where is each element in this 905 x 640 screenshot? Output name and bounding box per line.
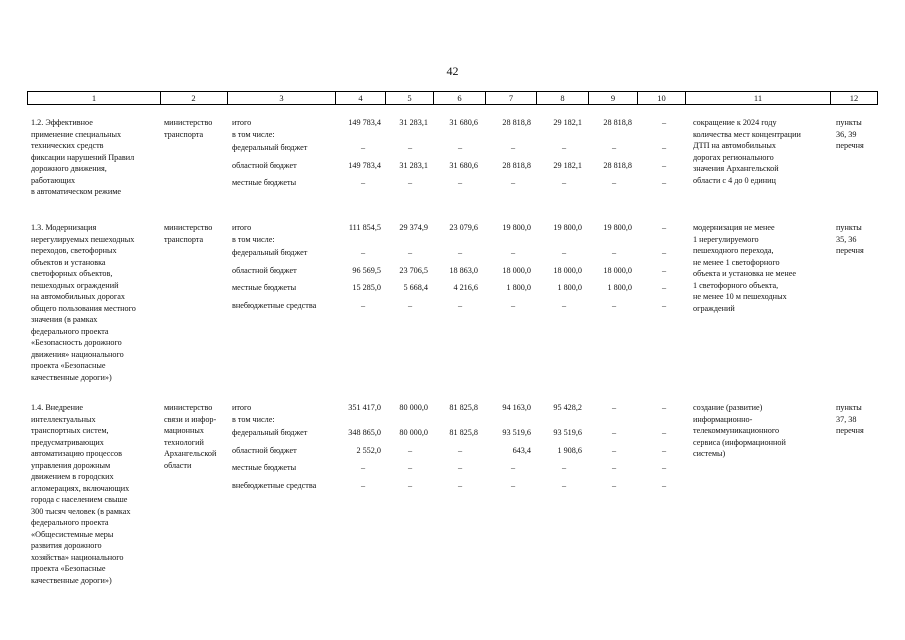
activity-text: «Безопасность дорожного xyxy=(31,338,122,347)
header-col-label: 8 xyxy=(560,93,565,103)
activity-text: светофорных объектов, xyxy=(31,269,113,278)
funding-value: – xyxy=(661,160,667,170)
funding-value: – xyxy=(360,480,366,490)
funding-value: 1 800,0 xyxy=(506,283,531,292)
funding-value: – xyxy=(407,300,413,310)
activity-text: значения (в рамках xyxy=(31,315,98,324)
header-col-10 xyxy=(638,91,686,105)
funding-value: 23 079,6 xyxy=(449,223,478,232)
funding-source-sublabel: в том числе: xyxy=(232,414,275,424)
funding-value: 31 283,1 xyxy=(399,118,428,127)
funding-value: – xyxy=(457,248,463,257)
result-text: системы) xyxy=(693,449,726,458)
funding-value: – xyxy=(510,463,516,472)
executor-text: транспорта xyxy=(164,129,204,139)
funding-value: – xyxy=(611,445,617,455)
header-col-label: 1 xyxy=(91,93,97,103)
activity-text: движения» национального xyxy=(31,349,124,359)
items-ref-text: пункты xyxy=(836,223,862,232)
funding-value: 28 818,8 xyxy=(502,118,531,127)
funding-value: – xyxy=(611,463,617,472)
result-text: дорогах регионального xyxy=(693,152,774,162)
activity-text: применение специальных xyxy=(31,129,122,139)
executor-text: мационных xyxy=(164,426,204,435)
header-col-4 xyxy=(336,91,386,105)
result-text: количества мест концентрации xyxy=(693,129,801,139)
funding-source-label: итого xyxy=(232,118,252,127)
funding-value: – xyxy=(407,463,413,472)
funding-value: – xyxy=(407,248,413,257)
activity-text: 1.3. Модернизация xyxy=(31,223,97,232)
funding-value: – xyxy=(561,300,567,310)
activity-text: фиксации нарушений Правил xyxy=(31,152,135,162)
executor-text: транспорта xyxy=(164,234,204,244)
activity-text: автоматизацию процессов xyxy=(31,449,123,458)
funding-value: 1 908,6 xyxy=(557,445,582,455)
executor-text: технологий xyxy=(164,437,204,447)
header-col-1 xyxy=(27,91,161,105)
funding-value: – xyxy=(561,143,567,152)
funding-value: 19 800,0 xyxy=(502,223,531,232)
funding-source-label: федеральный бюджет xyxy=(232,248,308,257)
funding-value: – xyxy=(510,300,516,310)
funding-value: – xyxy=(561,248,567,257)
activity-text: «Общесистемные меры xyxy=(31,529,114,539)
funding-source-label: областной бюджет xyxy=(232,445,297,455)
funding-value: 31 283,1 xyxy=(399,160,428,170)
funding-value: 18 000,0 xyxy=(502,265,531,275)
activity-text: интеллектуальных xyxy=(31,414,96,424)
funding-value: 93 519,6 xyxy=(502,428,531,437)
result-text: сокращение к 2024 году xyxy=(693,118,777,127)
activity-text: пешеходных ограждений xyxy=(31,280,119,290)
items-ref-text: 36, 39 xyxy=(836,129,857,139)
executor-text: Архангельской xyxy=(164,449,217,458)
funding-value: – xyxy=(360,178,366,187)
executor-text: министерство xyxy=(164,403,213,412)
funding-value: 29 182,1 xyxy=(553,160,582,170)
items-ref-text: пункты xyxy=(836,118,862,127)
funding-value: – xyxy=(457,300,463,310)
items-ref-text: пункты xyxy=(836,403,862,412)
items-ref-text: 37, 38 xyxy=(836,414,857,424)
funding-source-sublabel: в том числе: xyxy=(232,129,275,139)
result-text: сервиса (информационной xyxy=(693,437,786,447)
funding-value: – xyxy=(661,283,667,292)
activity-text: работающих xyxy=(31,175,76,185)
activity-text: переходов, светофорных xyxy=(31,246,117,255)
funding-value: – xyxy=(661,265,667,275)
funding-source-label: местные бюджеты xyxy=(232,283,297,292)
activity-text: развития дорожного xyxy=(31,541,102,550)
header-col-label: 2 xyxy=(191,93,196,103)
activity-text: проекта «Безопасные xyxy=(31,564,106,573)
header-col-label: 5 xyxy=(407,93,412,103)
activity-text: агломерациях, включающих xyxy=(31,483,130,493)
funding-value: – xyxy=(661,463,667,472)
funding-value: 31 680,6 xyxy=(449,118,478,127)
funding-value: 348 865,0 xyxy=(348,428,381,437)
funding-value: 15 285,0 xyxy=(352,283,381,292)
activity-text: движением в городских xyxy=(31,472,114,481)
result-text: телекоммуникационного xyxy=(693,426,780,435)
funding-value: – xyxy=(611,300,617,310)
funding-value: – xyxy=(661,445,667,455)
funding-value: 19 800,0 xyxy=(553,223,582,232)
result-text: модернизация не менее xyxy=(693,223,775,232)
header-col-11 xyxy=(686,91,831,105)
activity-text: федерального проекта xyxy=(31,518,109,527)
funding-value: 1 800,0 xyxy=(607,283,632,292)
header-col-7 xyxy=(486,91,537,105)
funding-value: 351 417,0 xyxy=(348,403,381,412)
funding-value: – xyxy=(661,248,667,257)
funding-value: 80 000,0 xyxy=(399,403,428,412)
funding-value: 23 706,5 xyxy=(399,265,428,275)
funding-value: 149 783,4 xyxy=(348,160,381,170)
header-col-label: 10 xyxy=(657,93,666,103)
funding-value: – xyxy=(611,480,617,490)
funding-value: 18 000,0 xyxy=(553,265,582,275)
activity-text: технических средств xyxy=(31,141,104,150)
header-col-8 xyxy=(537,91,589,105)
funding-value: – xyxy=(661,223,667,232)
funding-value: 643,4 xyxy=(512,445,531,455)
result-text: информационно- xyxy=(693,414,753,424)
funding-value: – xyxy=(510,143,516,152)
funding-source-label: внебюджетные средства xyxy=(232,300,317,310)
activity-text: общего пользования местного xyxy=(31,303,136,313)
funding-value: – xyxy=(510,480,516,490)
activity-text: объектов и установка xyxy=(31,257,106,267)
page-number: 42 xyxy=(446,64,459,78)
activity-text: дорожного движения, xyxy=(31,164,107,173)
funding-value: – xyxy=(611,143,617,152)
funding-value: – xyxy=(457,463,463,472)
items-ref-text: перечня xyxy=(836,426,864,435)
funding-value: – xyxy=(510,178,516,187)
funding-value: 94 163,0 xyxy=(502,403,531,412)
funding-source-label: областной бюджет xyxy=(232,265,297,275)
header-col-label: 7 xyxy=(508,93,514,103)
activity-text: города с населением свыше xyxy=(31,495,128,504)
header-col-3 xyxy=(228,91,336,105)
funding-value: – xyxy=(611,178,617,187)
funding-source-label: внебюджетные средства xyxy=(232,480,317,490)
funding-value: 81 825,8 xyxy=(449,428,478,437)
header-col-12 xyxy=(831,91,878,105)
funding-source-label: местные бюджеты xyxy=(232,178,297,187)
funding-value: 93 519,6 xyxy=(553,428,582,437)
funding-value: 29 182,1 xyxy=(553,118,582,127)
header-col-label: 6 xyxy=(457,93,462,103)
funding-value: – xyxy=(457,445,463,455)
funding-value: – xyxy=(457,178,463,187)
funding-value: 18 863,0 xyxy=(449,265,478,275)
items-ref-text: перечня xyxy=(836,246,864,255)
funding-source-label: итого xyxy=(232,403,252,412)
activity-text: качественные дороги») xyxy=(31,575,112,585)
funding-source-sublabel: в том числе: xyxy=(232,234,275,244)
funding-value: 4 216,6 xyxy=(453,283,478,292)
funding-value: – xyxy=(611,428,617,437)
activity-text: предусматривающих xyxy=(31,437,104,447)
funding-value: – xyxy=(407,445,413,455)
funding-value: – xyxy=(407,143,413,152)
funding-value: 19 800,0 xyxy=(603,223,632,232)
activity-text: 1.2. Эффективное xyxy=(31,118,93,127)
funding-value: – xyxy=(661,178,667,187)
header-col-5 xyxy=(386,91,434,105)
funding-value: 96 569,5 xyxy=(352,265,381,275)
funding-source-label: областной бюджет xyxy=(232,160,297,170)
activity-text: в автоматическом режиме xyxy=(31,187,122,196)
items-ref-text: 35, 36 xyxy=(836,234,857,244)
header-col-label: 9 xyxy=(610,93,616,103)
activity-text: 300 тысяч человек (в рамках xyxy=(31,506,131,516)
result-text: значения Архангельской xyxy=(693,164,779,173)
items-ref-text: перечня xyxy=(836,141,864,150)
funding-value: – xyxy=(360,300,366,310)
funding-value: – xyxy=(457,480,463,490)
funding-value: 28 818,8 xyxy=(603,160,632,170)
funding-value: – xyxy=(611,248,617,257)
funding-value: – xyxy=(561,480,567,490)
header-col-9 xyxy=(589,91,638,105)
funding-value: – xyxy=(360,143,366,152)
activity-text: транспортных систем, xyxy=(31,426,109,435)
funding-value: – xyxy=(360,248,366,257)
funding-value: 80 000,0 xyxy=(399,428,428,437)
result-text: не менее 10 м пешеходных xyxy=(693,292,787,301)
activity-text: нерегулируемых пешеходных xyxy=(31,234,135,244)
funding-value: – xyxy=(457,143,463,152)
result-text: 1 светофорного объекта, xyxy=(693,280,779,290)
funding-value: 1 800,0 xyxy=(557,283,582,292)
funding-value: 28 818,8 xyxy=(502,160,531,170)
funding-value: 18 000,0 xyxy=(603,265,632,275)
activity-text: проекта «Безопасные xyxy=(31,361,106,370)
result-text: 1 нерегулируемого xyxy=(693,234,759,244)
funding-value: – xyxy=(407,178,413,187)
activity-text: на автомобильных дорогах xyxy=(31,292,125,301)
header-col-label: 12 xyxy=(849,93,859,103)
funding-value: – xyxy=(661,428,667,437)
activity-text: хозяйства» национального xyxy=(31,552,124,562)
header-col-label: 11 xyxy=(753,93,763,103)
funding-source-label: федеральный бюджет xyxy=(232,428,308,437)
funding-value: – xyxy=(661,118,667,127)
executor-text: министерство xyxy=(164,118,213,127)
result-text: пешеходного перехода, xyxy=(693,246,774,255)
funding-value: – xyxy=(661,403,667,412)
funding-value: 149 783,4 xyxy=(348,118,381,127)
funding-source-label: местные бюджеты xyxy=(232,463,297,472)
result-text: создание (развитие) xyxy=(693,403,763,412)
funding-value: 29 374,9 xyxy=(399,223,428,232)
funding-value: 95 428,2 xyxy=(553,403,582,412)
funding-value: – xyxy=(661,480,667,490)
header-col-label: 3 xyxy=(279,93,284,103)
funding-value: 31 680,6 xyxy=(449,160,478,170)
header-col-6 xyxy=(434,91,486,105)
result-text: ДТП на автомобильных xyxy=(693,141,776,150)
header-col-label: 4 xyxy=(358,93,363,103)
result-text: ограждений xyxy=(693,303,735,313)
activity-text: качественные дороги») xyxy=(31,372,112,382)
funding-value: – xyxy=(661,300,667,310)
funding-value: 111 854,5 xyxy=(348,223,381,232)
result-text: области с 4 до 0 единиц xyxy=(693,175,776,185)
funding-value: – xyxy=(611,403,617,412)
activity-text: управления дорожным xyxy=(31,460,111,470)
funding-value: 28 818,8 xyxy=(603,118,632,127)
activity-text: федерального проекта xyxy=(31,326,109,336)
funding-value: 5 668,4 xyxy=(403,283,428,292)
activity-text: 1.4. Внедрение xyxy=(31,403,83,412)
funding-value: – xyxy=(561,463,567,472)
executor-text: министерство xyxy=(164,223,213,232)
funding-value: – xyxy=(561,178,567,187)
funding-value: – xyxy=(407,480,413,490)
executor-text: области xyxy=(164,460,192,470)
funding-value: – xyxy=(360,463,366,472)
header-col-2 xyxy=(160,91,228,105)
funding-value: – xyxy=(661,143,667,152)
funding-source-label: итого xyxy=(232,223,252,232)
funding-source-label: федеральный бюджет xyxy=(232,143,308,152)
funding-value: 2 552,0 xyxy=(356,445,381,455)
executor-text: связи и инфор- xyxy=(164,414,217,424)
result-text: не менее 1 светофорного xyxy=(693,257,780,267)
funding-value: 81 825,8 xyxy=(449,403,478,412)
result-text: объекта и установка не менее xyxy=(693,269,797,278)
funding-value: – xyxy=(510,248,516,257)
